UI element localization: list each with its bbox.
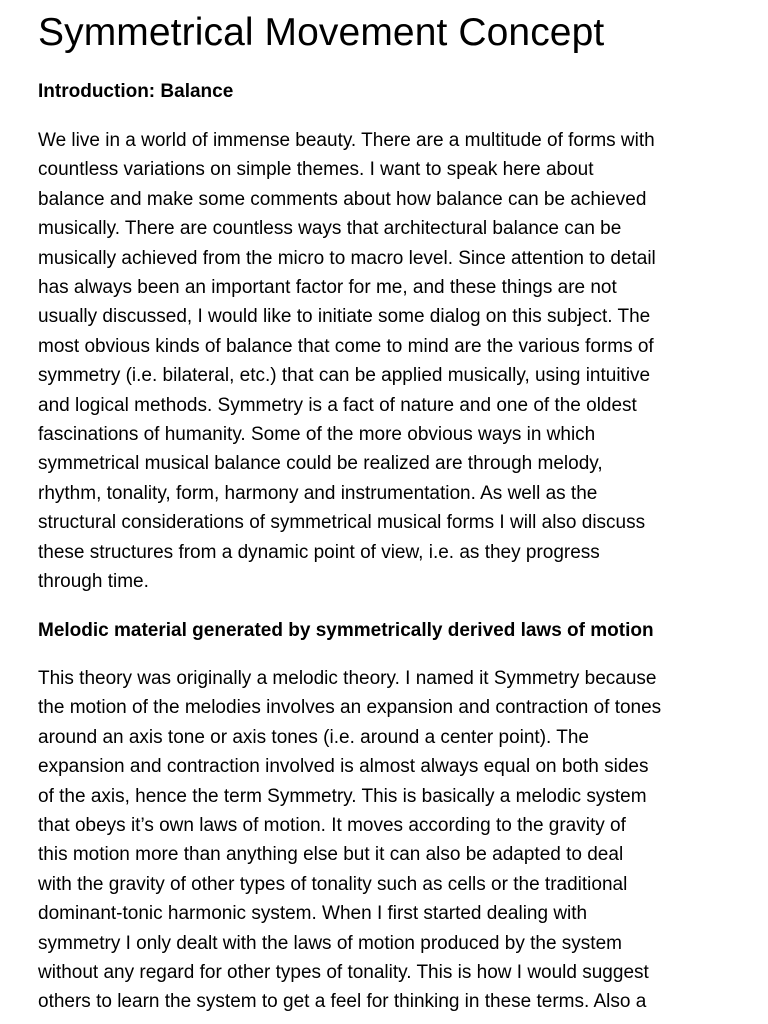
text-line: musically achieved from the micro to macro level. Since attention to detail [38,247,656,269]
text-line: with the gravity of other types of tonality such as cells or the traditional [38,873,628,895]
text-line: without any regard for other types of tonality. This is how I would suggest [38,962,649,984]
text-line: musically. There are countless ways that architectural balance can be [38,218,622,240]
text-line: symmetry (i.e. bilateral, etc.) that can be applied musically, using intuitive [38,365,651,387]
text-line: of the axis, hence the term Symmetry. This is basically a melodic system [38,785,647,807]
text-line: structural considerations of symmetrical musical forms I will also discuss [38,512,646,534]
text-line: We live in a world of immense beauty. There are a multitude of forms with [38,130,655,151]
text-line: fascinations of humanity. Some of the more obvious ways in which [38,424,596,446]
text-line: expansion and contraction involved is almost always equal on both sides [38,756,649,778]
text-line: balance and make some comments about how balance can be achieved [38,188,647,210]
text-line: these structures from a dynamic point of view, i.e. as they progress [38,541,600,563]
text-line: and logical methods. Symmetry is a fact of nature and one of the oldest [38,394,637,416]
text-line: symmetry I only dealt with the laws of motion produced by the system [38,932,622,954]
text-line: that obeys it’s own laws of motion. It moves according to the gravity of [38,815,626,837]
text-line: dominant-tonic harmonic system. When I first started dealing with [38,903,588,925]
text-line: this motion more than anything else but it can also be adapted to deal [38,844,624,866]
text-line: through time. [38,571,149,593]
text-line: the motion of the melodies involves an expansion and contraction of tones [38,697,662,719]
section-heading-introduction: Introduction: Balance [38,81,234,102]
section-heading-melodic-material: Melodic material generated by symmetrically derived laws of motion [38,620,654,641]
text-line: around an axis tone or axis tones (i.e. around a center point). The [38,726,589,748]
paragraph-introduction [38,126,738,597]
text-line: countless variations on simple themes. I want to speak here about [38,159,594,181]
paragraph-melodic-material [38,664,738,1017]
text-line: most obvious kinds of balance that come to mind are the various forms of [38,335,654,357]
text-line: has always been an important factor for me, and these things are not [38,277,617,299]
text-line: This theory was originally a melodic theory. I named it Symmetry because [38,668,657,689]
page-title: Symmetrical Movement Concept [38,11,605,54]
text-line: others to learn the system to get a feel for thinking in these terms. Also a [38,991,647,1013]
text-line: symmetrical musical balance could be realized are through melody, [38,453,603,475]
text-line: rhythm, tonality, form, harmony and instrumentation. As well as the [38,482,598,504]
text-line: usually discussed, I would like to initiate some dialog on this subject. The [38,306,651,328]
